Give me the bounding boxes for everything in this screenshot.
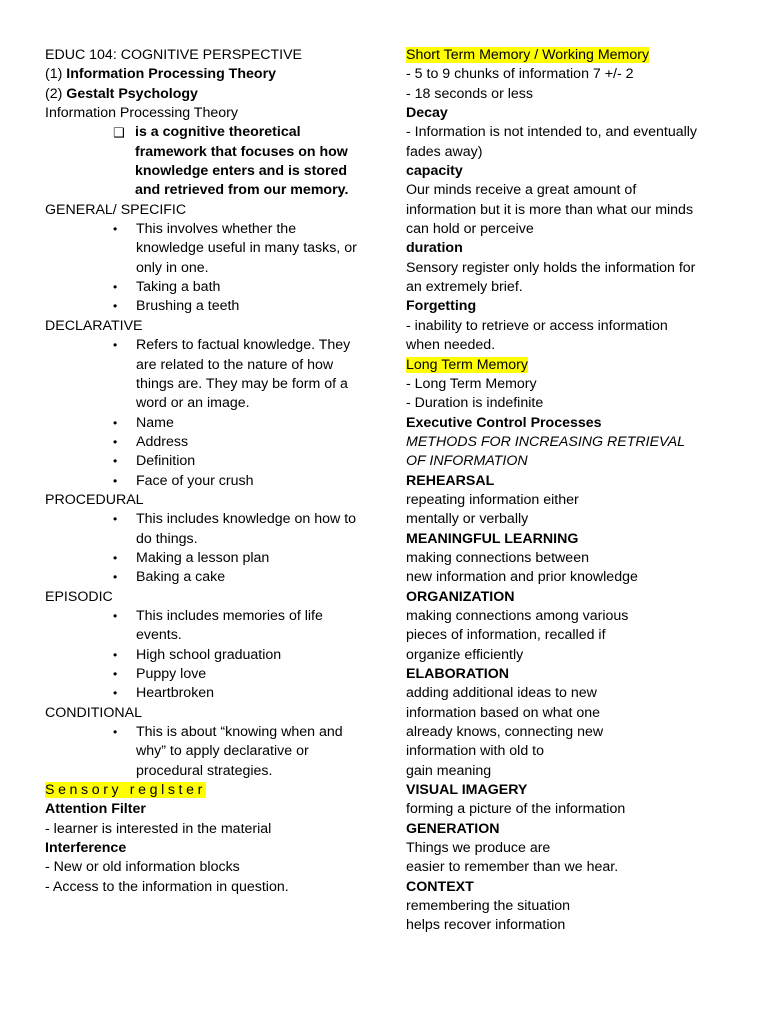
section-heading: Information Processing Theory — [45, 105, 238, 122]
text-line: new information and prior knowledge — [406, 569, 638, 586]
theory-number: (1) — [45, 66, 67, 83]
attention-filter-text: - learner is interested in the material — [45, 820, 272, 837]
subheading: OF INFORMATION — [406, 453, 528, 470]
text-line: forming a picture of the information — [406, 801, 626, 818]
text-line: when needed. — [406, 337, 496, 354]
text-line: fades away) — [406, 143, 483, 160]
bullet-icon: • — [113, 608, 118, 623]
section-heading: PROCEDURAL — [45, 491, 144, 508]
term-heading: Forgetting — [406, 298, 477, 315]
term-heading: ORGANIZATION — [406, 588, 515, 605]
bullet-text: This involves whether the knowledge useful in many tasks, or only in one. — [136, 221, 357, 276]
theory-name: Gestalt Psychology — [66, 85, 198, 102]
bullet-item — [45, 723, 375, 781]
term-heading: duration — [406, 240, 463, 257]
term-heading: capacity — [406, 163, 463, 180]
bullet-text: Face of your crush — [136, 472, 254, 489]
bullet-item — [45, 220, 375, 278]
text-line: can hold or perceive — [406, 221, 534, 238]
bullet-item — [45, 684, 375, 703]
theory-number: (2) — [45, 85, 67, 102]
bullet-icon: • — [113, 667, 118, 681]
bullet-item — [45, 414, 375, 433]
text-line: mentally or verbally — [406, 511, 529, 528]
bullet-icon: • — [113, 725, 118, 740]
term-heading: REHEARSAL — [406, 472, 495, 489]
bullet-list — [45, 510, 375, 587]
section-heading: DECLARATIVE — [45, 317, 143, 334]
bullet-icon: • — [113, 550, 118, 565]
right-column — [406, 46, 746, 936]
bullet-list — [45, 723, 375, 781]
term-heading: ELABORATION — [406, 666, 509, 682]
bullet-item — [45, 433, 375, 452]
left-column — [45, 46, 375, 897]
interference-heading: Interference — [45, 840, 127, 857]
text-line: - 5 to 9 chunks of information 7 +/- 2 — [406, 66, 634, 83]
term-heading: MEANINGFUL LEARNING — [406, 530, 579, 547]
bullet-text: Definition — [136, 453, 196, 470]
text-line: an extremely brief. — [406, 279, 523, 296]
bullet-text: Brushing a teeth — [136, 298, 240, 315]
bullet-text: Address — [136, 433, 189, 450]
text-line: - Long Term Memory — [406, 375, 537, 392]
theory-item-2 — [45, 85, 375, 104]
bullet-item — [45, 646, 375, 665]
bullet-item — [45, 665, 375, 684]
text-line: Our minds receive a great amount of — [406, 182, 637, 199]
section-heading: CONDITIONAL — [45, 704, 142, 721]
attention-filter-heading: Attention Filter — [45, 801, 146, 818]
bullet-list — [45, 607, 375, 704]
bullet-item — [45, 452, 375, 471]
text-line: helps recover information — [406, 917, 566, 934]
bullet-item — [45, 549, 375, 568]
theory-name: Information Processing Theory — [66, 66, 276, 83]
bullet-icon: • — [113, 686, 118, 701]
bullet-icon: • — [113, 434, 118, 449]
term-heading: GENERATION — [406, 820, 500, 837]
bullet-icon: • — [113, 222, 118, 237]
interference-text: - New or old information blocks — [45, 859, 240, 876]
bullet-text: Name — [136, 414, 174, 431]
section-heading: EPISODIC — [45, 588, 113, 605]
text-line: - inability to retrieve or access information — [406, 317, 668, 334]
document-title: EDUC 104: COGNITIVE PERSPECTIVE — [45, 47, 303, 63]
bullet-list — [45, 220, 375, 317]
term-heading: VISUAL IMAGERY — [406, 782, 528, 799]
term-heading: Decay — [406, 105, 448, 122]
bullet-text: Baking a cake — [136, 569, 226, 586]
interference-text: - Access to the information in question. — [45, 878, 289, 895]
text-line: repeating information either — [406, 491, 579, 508]
bullet-icon: • — [113, 647, 118, 662]
bullet-icon: • — [113, 512, 118, 527]
knowledge-sections — [45, 201, 375, 781]
text-line: organize efficiently — [406, 646, 524, 663]
bullet-item — [45, 472, 375, 491]
bullet-item — [45, 510, 375, 549]
bullet-icon: • — [113, 415, 118, 430]
text-line: easier to remember than we hear. — [406, 859, 619, 876]
subheading: METHODS FOR INCREASING RETRIEVAL — [406, 433, 686, 450]
bullet-item — [45, 278, 375, 297]
bullet-text: Puppy love — [136, 666, 207, 682]
bullet-icon: • — [113, 454, 118, 469]
bullet-text: This is about “knowing when and why” to apply declarative or procedural strategies. — [136, 724, 343, 779]
bullet-item — [45, 297, 375, 316]
bullet-text: Refers to factual knowledge. They are related to the nature of how things are. They may be form of a word or an image. — [136, 337, 351, 412]
term-heading: Executive Control Processes — [406, 414, 602, 431]
text-line: adding additional ideas to new — [406, 685, 597, 702]
bullet-list — [45, 336, 375, 491]
bullet-text: This includes knowledge on how to do things. — [136, 511, 357, 547]
definition-item — [45, 123, 375, 200]
bullet-item — [45, 607, 375, 646]
highlighted-heading: Long Term Memory — [406, 356, 528, 373]
text-line: - Duration is indefinite — [406, 395, 544, 412]
bullet-icon: • — [113, 338, 118, 353]
bullet-icon: • — [113, 473, 118, 488]
bullet-icon: • — [113, 570, 118, 585]
bullet-icon: • — [113, 280, 118, 295]
text-line: - Information is not intended to, and eventually — [406, 124, 698, 141]
theory-item-1 — [45, 65, 375, 84]
section-heading: GENERAL/ SPECIFIC — [45, 201, 187, 218]
text-line: information but it is more than what our minds — [406, 201, 694, 218]
text-line: making connections among various — [406, 607, 629, 624]
bullet-text: Heartbroken — [136, 685, 215, 702]
highlighted-heading: Short Term Memory / Working Memory — [406, 47, 650, 63]
bullet-item — [45, 336, 375, 413]
bullet-item — [45, 568, 375, 587]
sensory-register-heading: Sensory reglster — [45, 782, 206, 799]
bullet-icon: • — [113, 299, 118, 314]
text-line: - 18 seconds or less — [406, 85, 533, 102]
text-line: information with old to — [406, 743, 545, 760]
bullet-text: Taking a bath — [136, 279, 221, 296]
term-heading: CONTEXT — [406, 878, 474, 895]
text-line: making connections between — [406, 549, 589, 566]
text-line: Sensory register only holds the information for — [406, 259, 696, 276]
bullet-text: Making a lesson plan — [136, 549, 270, 566]
text-line: gain meaning — [406, 762, 492, 779]
text-line: Things we produce are — [406, 840, 551, 857]
text-line: information based on what one — [406, 704, 601, 721]
checkbox-square-icon: ❑ — [113, 125, 125, 141]
text-line: already knows, connecting new — [406, 724, 604, 741]
definition-text: is a cognitive theoretical framework that focuses on how knowledge enters and is stored and retrieved from our memory. — [135, 124, 349, 199]
text-line: pieces of information, recalled if — [406, 627, 606, 644]
bullet-text: This includes memories of life events. — [136, 607, 323, 644]
bullet-text: High school graduation — [136, 646, 282, 663]
text-line: remembering the situation — [406, 898, 571, 915]
